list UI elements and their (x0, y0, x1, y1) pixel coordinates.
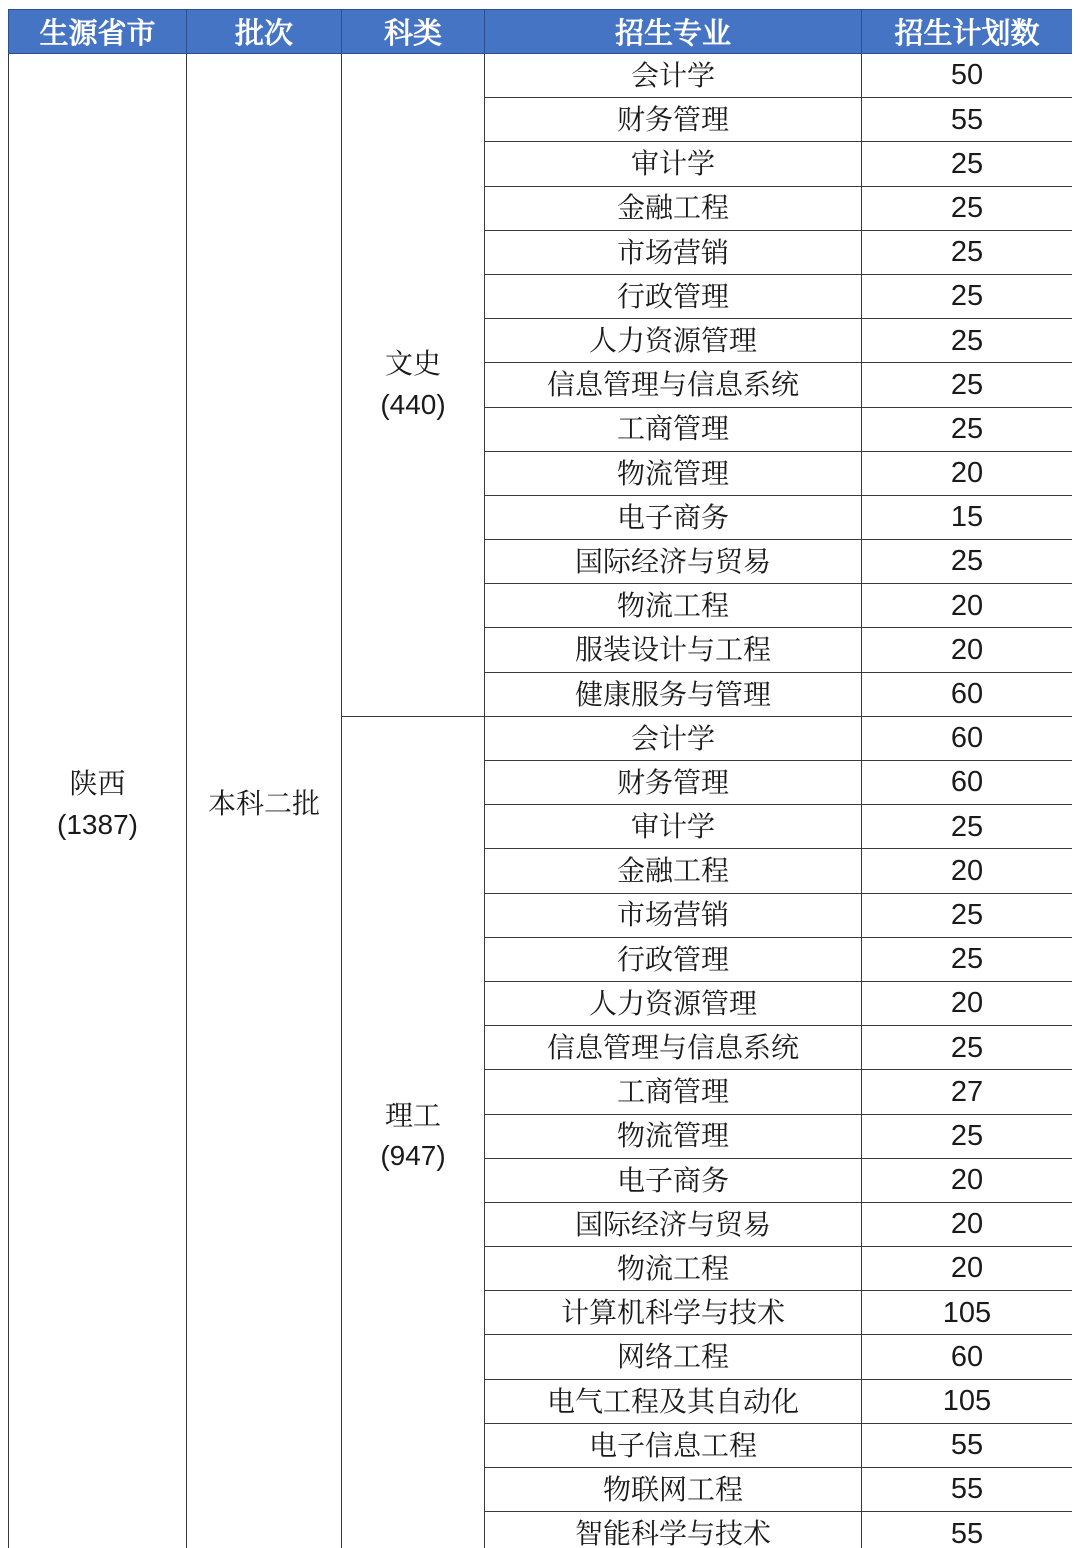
major-cell: 工商管理 (485, 1070, 862, 1114)
plan-count-cell: 25 (862, 319, 1073, 363)
plan-count-cell: 55 (862, 1468, 1073, 1512)
header-province: 生源省市 (9, 10, 187, 54)
major-cell: 健康服务与管理 (485, 672, 862, 716)
province-cell (9, 54, 187, 1548)
major-cell: 物联网工程 (485, 1468, 862, 1512)
table-row (9, 54, 1073, 98)
plan-count-cell: 25 (862, 230, 1073, 274)
major-cell: 计算机科学与技术 (485, 1291, 862, 1335)
plan-count-cell: 105 (862, 1379, 1073, 1423)
major-cell: 物流管理 (485, 1114, 862, 1158)
plan-count-cell: 25 (862, 1114, 1073, 1158)
plan-count-cell: 55 (862, 98, 1073, 142)
major-cell: 国际经济与贸易 (485, 1202, 862, 1246)
enrollment-plan-table (8, 9, 1072, 1548)
plan-count-cell: 60 (862, 716, 1073, 760)
major-cell: 市场营销 (485, 230, 862, 274)
category-cell (342, 716, 485, 1548)
major-cell: 智能科学与技术 (485, 1512, 862, 1548)
header-category: 科类 (342, 10, 485, 54)
plan-count-cell: 25 (862, 805, 1073, 849)
major-cell: 信息管理与信息系统 (485, 363, 862, 407)
major-cell: 物流工程 (485, 1247, 862, 1291)
plan-count-cell: 25 (862, 893, 1073, 937)
plan-count-cell: 20 (862, 981, 1073, 1025)
major-cell: 人力资源管理 (485, 319, 862, 363)
major-cell: 电气工程及其自动化 (485, 1379, 862, 1423)
major-cell: 会计学 (485, 54, 862, 98)
plan-count-cell: 25 (862, 1026, 1073, 1070)
category-name: 文史 (384, 347, 441, 381)
header-plan-count: 招生计划数 (862, 10, 1073, 54)
major-cell: 电子信息工程 (485, 1423, 862, 1467)
province-total: (1387) (57, 808, 138, 840)
enrollment-plan-table-container (8, 9, 1072, 1548)
major-cell: 物流工程 (485, 584, 862, 628)
major-cell: 会计学 (485, 716, 862, 760)
major-cell: 物流管理 (485, 451, 862, 495)
major-cell: 审计学 (485, 142, 862, 186)
major-cell: 财务管理 (485, 98, 862, 142)
plan-count-cell: 25 (862, 363, 1073, 407)
plan-count-cell: 20 (862, 849, 1073, 893)
plan-count-cell: 105 (862, 1291, 1073, 1335)
batch-cell: 本科二批 (187, 54, 342, 1548)
plan-count-cell: 20 (862, 584, 1073, 628)
major-cell: 金融工程 (485, 186, 862, 230)
plan-count-cell: 15 (862, 495, 1073, 539)
table-header (9, 10, 1073, 54)
plan-count-cell: 20 (862, 451, 1073, 495)
major-cell: 行政管理 (485, 937, 862, 981)
plan-count-cell: 20 (862, 1158, 1073, 1202)
header-major: 招生专业 (485, 10, 862, 54)
major-cell: 电子商务 (485, 495, 862, 539)
header-row (9, 10, 1073, 54)
major-cell: 财务管理 (485, 761, 862, 805)
major-cell: 服装设计与工程 (485, 628, 862, 672)
major-cell: 人力资源管理 (485, 981, 862, 1025)
major-cell: 市场营销 (485, 893, 862, 937)
plan-count-cell: 50 (862, 54, 1073, 98)
category-total: (947) (380, 1140, 446, 1172)
major-cell: 信息管理与信息系统 (485, 1026, 862, 1070)
major-cell: 金融工程 (485, 849, 862, 893)
plan-count-cell: 20 (862, 628, 1073, 672)
plan-count-cell: 25 (862, 274, 1073, 318)
major-cell: 国际经济与贸易 (485, 540, 862, 584)
major-cell: 工商管理 (485, 407, 862, 451)
plan-count-cell: 20 (862, 1202, 1073, 1246)
major-cell: 网络工程 (485, 1335, 862, 1379)
major-cell: 审计学 (485, 805, 862, 849)
plan-count-cell: 25 (862, 540, 1073, 584)
header-batch: 批次 (187, 10, 342, 54)
plan-count-cell: 55 (862, 1512, 1073, 1548)
plan-count-cell: 25 (862, 937, 1073, 981)
plan-count-cell: 60 (862, 761, 1073, 805)
category-name: 理工 (384, 1098, 441, 1132)
major-cell: 电子商务 (485, 1158, 862, 1202)
plan-count-cell: 20 (862, 1247, 1073, 1291)
table-body (9, 54, 1073, 1548)
plan-count-cell: 25 (862, 186, 1073, 230)
plan-count-cell: 27 (862, 1070, 1073, 1114)
category-cell (342, 54, 485, 717)
category-total: (440) (380, 388, 446, 420)
plan-count-cell: 25 (862, 142, 1073, 186)
plan-count-cell: 25 (862, 407, 1073, 451)
plan-count-cell: 55 (862, 1423, 1073, 1467)
province-name: 陕西 (69, 767, 126, 801)
plan-count-cell: 60 (862, 1335, 1073, 1379)
major-cell: 行政管理 (485, 274, 862, 318)
plan-count-cell: 60 (862, 672, 1073, 716)
